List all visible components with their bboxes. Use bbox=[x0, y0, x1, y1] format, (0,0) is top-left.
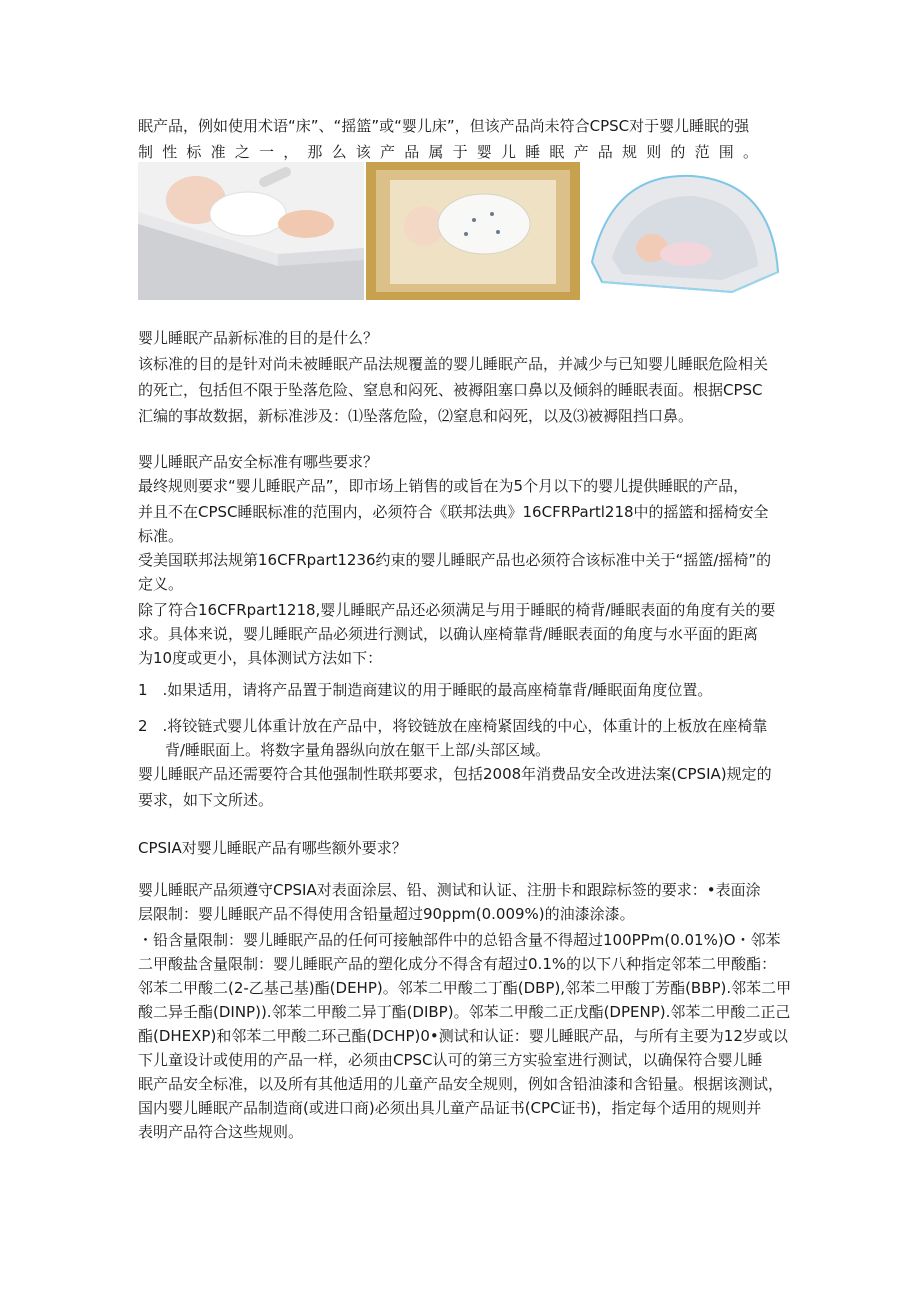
q2-after-line-1: 婴儿睡眠产品还需要符合其他强制性联邦要求，包括2008年消费品安全改进法案(CPSIA)规定的 bbox=[138, 765, 772, 783]
q1-body-line-2: 的死亡，包括但不限于坠落危险、窒息和闷死、被褥阻塞口鼻以及倾斜的睡眠表面。根据CPSC bbox=[138, 381, 763, 399]
q3-body-line-11: 表明产品符合这些规则。 bbox=[138, 1123, 304, 1141]
q3-body-line-4: 二甲酸盐含量限制：婴儿睡眠产品的塑化成分不得含有超过0.1%的以下八种指定邻苯二甲酸酯： bbox=[138, 955, 777, 973]
test-step-1: 1 .如果适用，请将产品置于制造商建议的用于睡眠的最高座椅靠背/睡眠面角度位置。 bbox=[138, 681, 713, 699]
baby-in-box-photo bbox=[366, 162, 580, 300]
q2-body-line-3: 标准。 bbox=[138, 527, 184, 545]
baby-on-wedge-pillow-photo bbox=[138, 162, 364, 300]
q3-body-line-7: 酯(DHEXP)和邻苯二甲酸二环己酯(DCHP)0•测试和认证：婴儿睡眠产品，与所有主要为12岁或以 bbox=[138, 1027, 788, 1045]
q2-body-line-4: 受美国联邦法规第16CFRpart1236约束的婴儿睡眠产品也必须符合该标准中关于“摇篮/摇椅”的 bbox=[138, 551, 772, 569]
q2-body-line-7: 求。具体来说，婴儿睡眠产品必须进行测试，以确认座椅靠背/睡眠表面的角度与水平面的距离 bbox=[138, 625, 759, 643]
q3-body-line-10: 国内婴儿睡眠产品制造商(或进口商)必须出具儿童产品证书(CPC证书)，指定每个适用的规则并 bbox=[138, 1099, 762, 1117]
q2-body-line-8: 为10度或更小，具体测试方法如下： bbox=[138, 649, 383, 667]
q2-body-line-6: 除了符合16CFRpart1218,婴儿睡眠产品还必须满足与用于睡眠的椅背/睡眠表面的角度有关的要 bbox=[138, 601, 776, 619]
q2-after-line-2: 要求，如下文所述。 bbox=[138, 791, 274, 809]
q2-body-line-1: 最终规则要求“婴儿睡眠产品”，即市场上销售的或旨在为5个月以下的婴儿提供睡眠的产品， bbox=[138, 477, 749, 495]
test-step-2-line-2: 背/睡眠面上。将数字量角器纵向放在躯干上部/头部区域。 bbox=[165, 741, 551, 759]
q3-body-line-2: 层限制：婴儿睡眠产品不得使用含铅量超过90ppm(0.009%)的油漆涂漆。 bbox=[138, 905, 635, 923]
q3-body-line-9: 眠产品安全标准，以及所有其他适用的儿童产品安全规则，例如含铅油漆和含铅量。根据该测试， bbox=[138, 1075, 784, 1093]
test-step-2-line-1: 2 .将铰链式婴儿体重计放在产品中，将铰链放在座椅紧固线的中心，体重计的上板放在座椅靠 bbox=[138, 717, 768, 735]
intro-line-2: 制性标准之一，那么该产品属于婴儿睡眠产品规则的范围。 bbox=[138, 143, 768, 161]
q2-body-line-2: 并且不在CPSC睡眠标准的范围内，必须符合《联邦法典》16CFRPartl218中的摇篮和摇椅安全 bbox=[138, 503, 769, 521]
q1-heading: 婴儿睡眠产品新标准的目的是什么？ bbox=[138, 329, 379, 347]
q3-body-line-5: 邻苯二甲酸二(2-乙基己基)酯(DEHP)。邻苯二甲酸二丁酯(DBP),邻苯二甲酸丁芳酯(BBP).邻苯二甲 bbox=[138, 979, 792, 997]
baby-in-tent-photo bbox=[582, 162, 783, 300]
q2-heading: 婴儿睡眠产品安全标准有哪些要求？ bbox=[138, 453, 379, 471]
q3-heading: CPSIA对婴儿睡眠产品有哪些额外要求？ bbox=[138, 839, 407, 857]
product-photo-strip bbox=[138, 162, 783, 300]
q2-body-line-5: 定义。 bbox=[138, 575, 184, 593]
q1-body-line-3: 汇编的事故数据，新标准涉及：⑴坠落危险，⑵窒息和闷死，以及⑶被褥阻挡口鼻。 bbox=[138, 407, 694, 425]
intro-line-1: 眠产品，例如使用术语“床”、“摇篮”或“婴儿床”，但该产品尚未符合CPSC对于婴儿睡眠的强 bbox=[138, 117, 750, 135]
q1-body-line-1: 该标准的目的是针对尚未被睡眠产品法规覆盖的婴儿睡眠产品，并减少与已知婴儿睡眠危险相关 bbox=[138, 355, 769, 373]
q3-body-line-6: 酸二异壬酯(DINP)).邻苯二甲酸二异丁酯(DIBP)。邻苯二甲酸二正戊酯(DPENP).邻苯二甲酸二正己 bbox=[138, 1003, 791, 1021]
q3-body-line-8: 下儿童设计或使用的产品一样，必须由CPSC认可的第三方实验室进行测试，以确保符合婴儿睡 bbox=[138, 1051, 763, 1069]
q3-body-line-1: 婴儿睡眠产品须遵守CPSIA对表面涂层、铅、测试和认证、注册卡和跟踪标签的要求：•表面涂 bbox=[138, 881, 761, 899]
q3-body-line-3: ・铅含量限制：婴儿睡眠产品的任何可接触部件中的总铅含量不得超过100PPm(0.01%)O・邻苯 bbox=[138, 931, 781, 949]
